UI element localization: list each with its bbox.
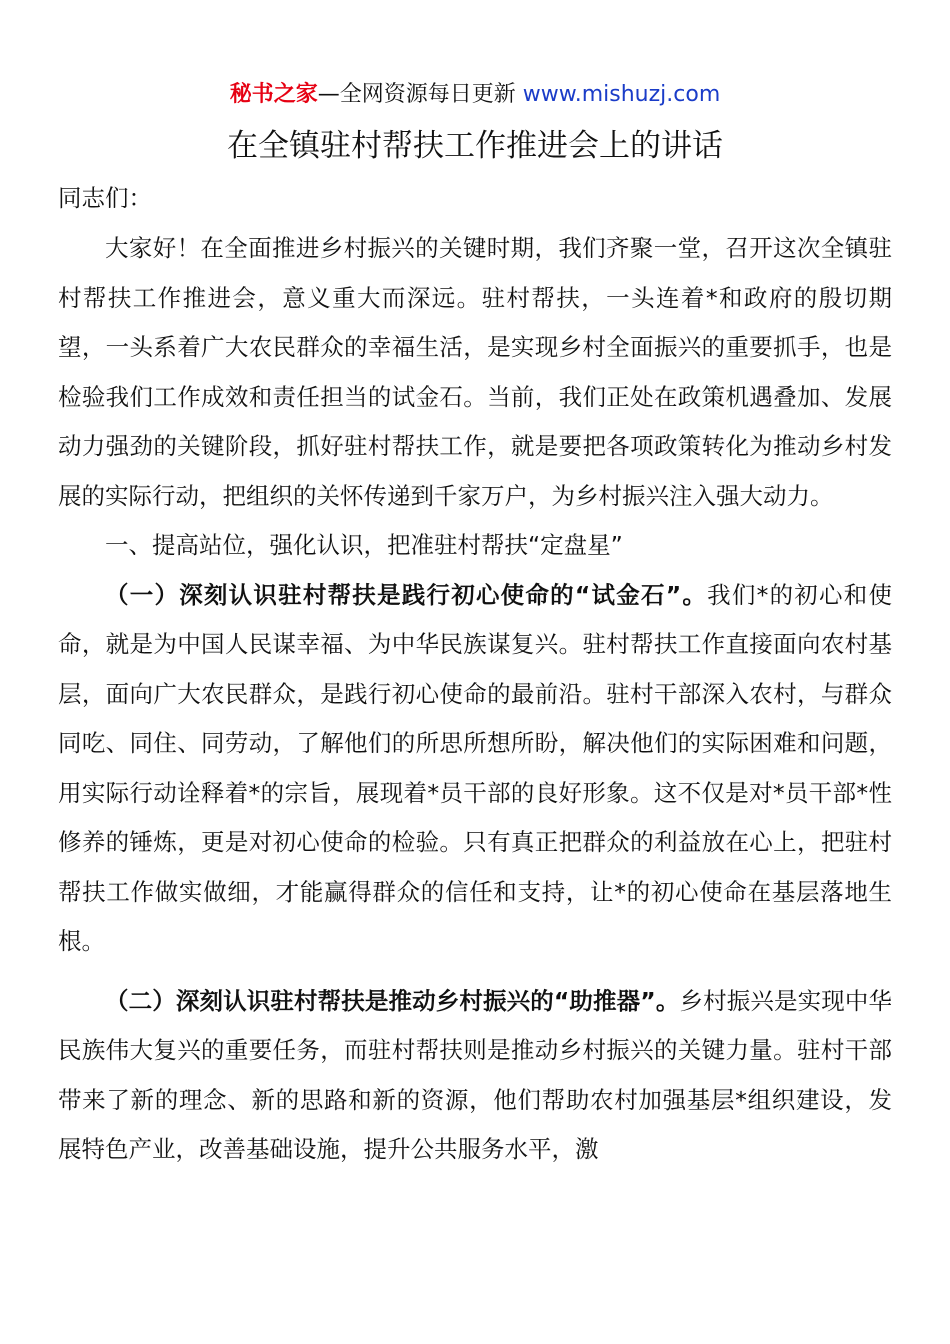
point-2-heading: （二）深刻认识驻村帮扶是推动乡村振兴的“助推器”。 — [105, 986, 680, 1015]
salutation: 同志们： — [58, 184, 152, 212]
site-header — [58, 78, 892, 112]
brand-name: 秘书之家 — [229, 82, 318, 107]
document-page — [58, 78, 892, 1175]
document-title: 在全镇驻村帮扶工作推进会上的讲话 — [227, 128, 723, 164]
site-url: www.mishuzj.com — [522, 82, 721, 107]
section-heading-1: 一、提高站位，强化认识，把准驻村帮扶“定盘星” — [105, 531, 623, 559]
document-body — [58, 174, 892, 1175]
intro-paragraph: 大家好！在全面推进乡村振兴的关键时期，我们齐聚一堂，召开这次全镇驻村帮扶工作推进会，意义重大而深远。驻村帮扶，一头连着*和政府的殷切期望，一头系着广大农民群众的幸福生活，是实现乡村全面振兴的重要抓手，也是检验我们工作成效和责任担当的试金石。当前，我们正处在政策机遇叠加、发展动力强劲的关键阶段，抓好驻村帮扶工作，就是要把各项政策转化为推动乡村发展的实际行动，把组织的关怀传递到千家万户，为乡村振兴注入强大动力。 — [58, 234, 892, 510]
point-1-paragraph — [58, 571, 892, 967]
point-2-body: 乡村振兴是实现中华民族伟大复兴的重要任务，而驻村帮扶则是推动乡村振兴的关键力量。驻村干部带来了新的理念、新的思路和新的资源，他们帮助农村加强基层*组织建设，发展特色产业，改善基础设施，提升公共服务水平，激 — [58, 986, 893, 1163]
header-tagline: —全网资源每日更新 — [317, 82, 523, 107]
point-2-paragraph — [58, 977, 892, 1175]
point-1-heading: （一）深刻认识驻村帮扶是践行初心使命的“试金石”。 — [105, 580, 708, 609]
point-1-body: 我们*的初心和使命，就是为中国人民谋幸福、为中华民族谋复兴。驻村帮扶工作直接面向农村基层，面向广大农民群众，是践行初心使命的最前沿。驻村干部深入农村，与群众同吃、同住、同劳动，了解他们的所思所想所盼，解决他们的实际困难和问题，用实际行动诠释着*的宗旨，展现着*员干部的良好形象。这不仅是对*员干部*性修养的锤炼，更是对初心使命的检验。只有真正把群众的利益放在心上，把驻村帮扶工作做实做细，才能赢得群众的信任和支持，让*的初心使命在基层落地生根。 — [58, 580, 893, 955]
